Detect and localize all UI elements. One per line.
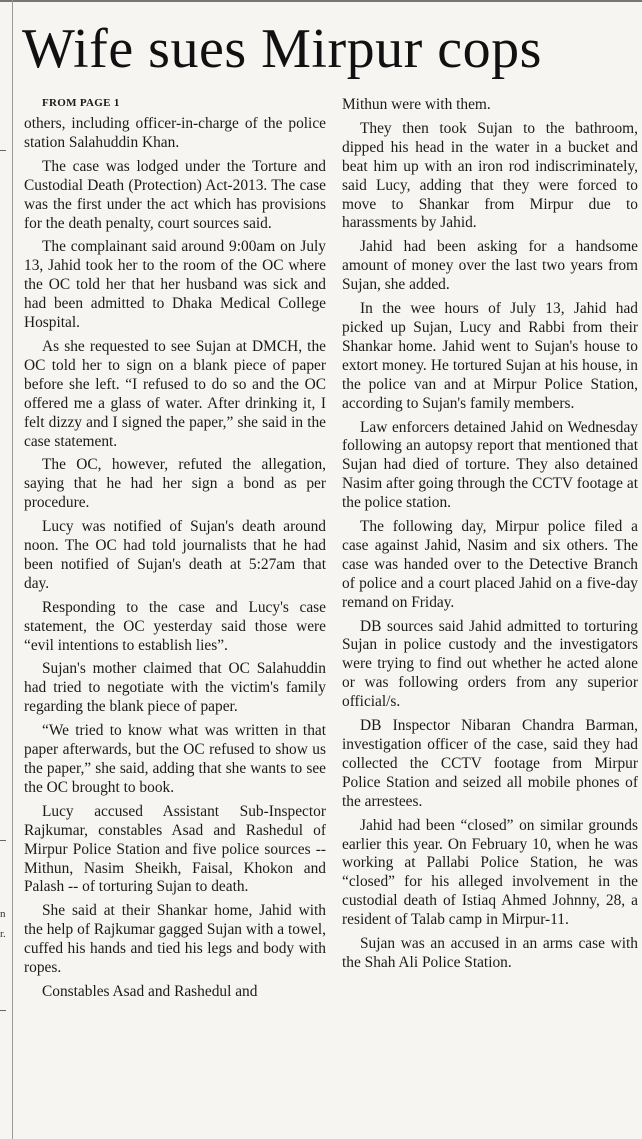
paragraph: Lucy was notified of Sujan's death around noon. The OC had told journalists that he had been notified of Sujan's death at 5:27am that day. (24, 518, 326, 592)
paragraph: Mithun were with them. (342, 96, 491, 113)
paragraph: The case was lodged under the Torture and Custodial Death (Protection) Act-2013. The case was the first under the act which has provisions for the death penalty, court sources said. (24, 157, 326, 232)
top-rule (0, 0, 642, 2)
paragraph: DB sources said Jahid admitted to torturing Sujan in police custody and the investigators were trying to find out whether he acted alone or was following orders from any superior official/s. (342, 617, 638, 711)
article-column-right (342, 96, 638, 978)
paragraph: In the wee hours of July 13, Jahid had picked up Sujan, Lucy and Rabbi from their Shankar home. Jahid went to Sujan's house to extort money. He tortured Sujan at his house, in the police van and at Mirpur Police Station, according to Sujan's family members. (342, 300, 638, 412)
article-column-left (24, 96, 326, 1007)
edge-dash (0, 1010, 6, 1011)
paragraph: The complainant said around 9:00am on July 13, Jahid took her to the room of the OC where the OC told her that her husband was sick and had been admitted to Dhaka Medical College Hospital. (24, 238, 326, 332)
kicker: FROM PAGE 1 (42, 97, 120, 109)
edge-fragment: n (0, 908, 6, 920)
paragraph: Responding to the case and Lucy's case statement, the OC yesterday said those were “evil intentions to establish lies”. (24, 598, 326, 654)
paragraph: Lucy accused Assistant Sub-Inspector Rajkumar, constables Asad and Rashedul of Mirpur Police Station and five police sources -- Mithun, Nasim Sheikh, Faisal, Khokon and Palash -- of torturing Sujan to death. (24, 802, 326, 896)
edge-fragment: r. (0, 928, 6, 940)
paragraph: Constables Asad and Rashedul and (42, 982, 258, 1000)
paragraph: The OC, however, refuted the allegation, saying that he had her sign a bond as per procedure. (24, 456, 326, 512)
headline: Wife sues Mirpur cops (22, 18, 542, 80)
paragraph: As she requested to see Sujan at DMCH, the OC told her to sign on a blank piece of paper before she left. “I refused to do so and the OC offered me a glass of water. After drinking it, I felt dizzy and I signed the paper,” she said in the case statement. (24, 337, 326, 450)
paragraph: She said at their Shankar home, Jahid with the help of Rajkumar gagged Sujan with a towel, cuffed his hands and tied his legs and body with ropes. (24, 902, 326, 977)
paragraph: DB Inspector Nibaran Chandra Barman, investigation officer of the case, said they had collected the CCTV footage from Mirpur Police Station and seized all mobile phones of the arrestees. (342, 717, 638, 810)
paragraph: They then took Sujan to the bathroom, dipped his head in the water in a bucket and beat him up with an iron rod indiscriminately, said Lucy, adding that they were forced to move to Shankar from Mirpur due to harassments by Jahid. (342, 119, 638, 232)
paragraph: “We tried to know what was written in that paper afterwards, but the OC refused to show us the paper,” she said, adding that she wants to see the OC brought to book. (24, 722, 326, 796)
adjacent-column-edge (0, 0, 12, 1139)
paragraph: Jahid had been asking for a handsome amount of money over the last two years from Sujan, she added. (342, 238, 638, 294)
edge-dash (0, 150, 6, 151)
paragraph: Jahid had been “closed” on similar grounds earlier this year. On February 10, when he was working at Pallabi Police Station, he was “closed” for his alleged involvement in the custodial death of Istiaq Ahmed Johnny, 28, a resident of Talab camp in Mirpur-11. (342, 816, 638, 929)
paragraph: The following day, Mirpur police filed a case against Jahid, Nasim and six others. The case was handed over to the Detective Branch of police and a court placed Jahid on a five-day remand on Friday. (342, 518, 638, 611)
column-divider (12, 0, 13, 1139)
edge-dash (0, 840, 6, 841)
paragraph: others, including officer-in-charge of the police station Salahuddin Khan. (24, 115, 326, 151)
paragraph: Sujan's mother claimed that OC Salahuddin had tried to negotiate with the victim's family regarding the blank piece of paper. (24, 660, 326, 716)
paragraph: Sujan was an accused in an arms case with the Shah Ali Police Station. (342, 935, 638, 971)
paragraph: Law enforcers detained Jahid on Wednesday following an autopsy report that mentioned that Sujan had died of torture. They also detained Nasim after going through the CCTV footage at the police station. (342, 418, 638, 512)
